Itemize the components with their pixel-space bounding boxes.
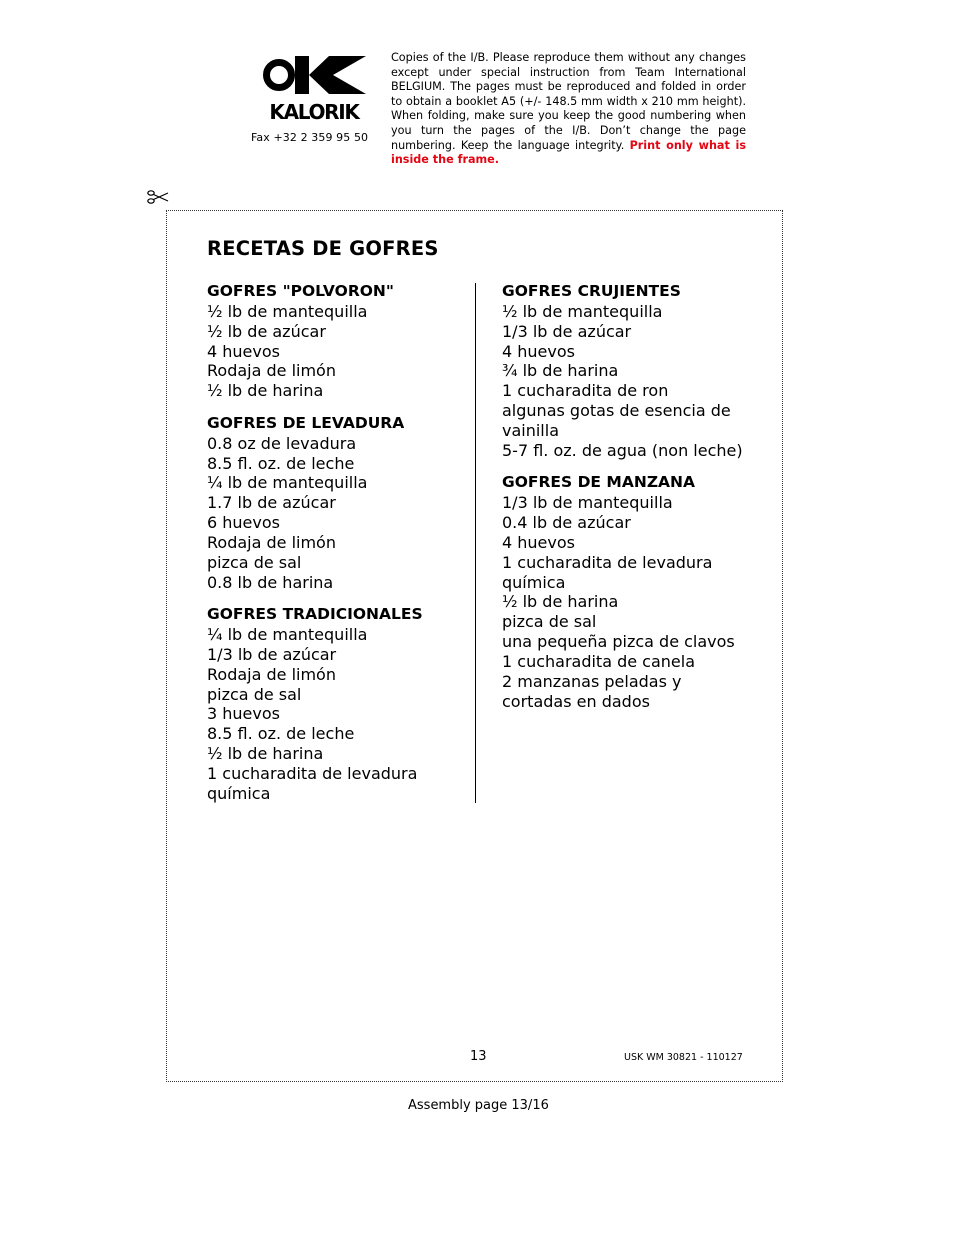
page-number: 13	[470, 1049, 487, 1064]
left-column	[207, 282, 472, 816]
ingredient: 4 huevos	[502, 532, 575, 552]
note-red-text: Print only what is inside the frame	[391, 138, 746, 167]
ingredient: pizca de sal	[207, 684, 302, 704]
ingredient: ½ lb de harina	[207, 381, 324, 401]
ingredient-list	[207, 302, 472, 401]
logo-text: KALORIK	[269, 100, 359, 124]
ingredient: ¾ lb de harina	[502, 361, 619, 381]
ingredient: ¼ lb de mantequilla	[207, 473, 368, 493]
ingredient: 0.8 oz de levadura	[207, 433, 357, 453]
ingredient: 0.8 lb de harina	[207, 572, 334, 592]
ingredient: 8.5 fl. oz. de leche	[207, 724, 355, 744]
recipe-crujientes	[502, 282, 752, 461]
ingredient: Rodaja de limón	[207, 664, 336, 684]
ingredient: 0.4 lb de azúcar	[502, 513, 631, 533]
page-title: RECETAS DE GOFRES	[207, 237, 439, 260]
ingredient: pizca de sal	[207, 552, 302, 572]
ingredient: 2 manzanas peladas y cortadas en dados	[502, 671, 682, 711]
ingredient: 1/3 lb de mantequilla	[502, 493, 673, 513]
ingredient: ½ lb de mantequilla	[502, 301, 663, 321]
recipe-levadura	[207, 414, 472, 593]
recipe-title: GOFRES DE MANZANA	[502, 473, 696, 492]
note-end: .	[494, 153, 500, 167]
ingredient: una pequeña pizca de clavos	[502, 632, 735, 652]
ingredient: 4 huevos	[207, 341, 280, 361]
ingredient: 4 huevos	[502, 341, 575, 361]
ingredient-list	[207, 434, 472, 593]
recipe-polvoron	[207, 282, 472, 401]
ingredient: 1 cucharadita de levadura química	[502, 552, 713, 592]
ingredient: algunas gotas de esencia de vainilla	[502, 401, 731, 440]
ingredient: Rodaja de limón	[207, 361, 336, 381]
recipe-tradicionales	[207, 605, 472, 803]
ingredient: 6 huevos	[207, 513, 280, 533]
ingredient: 1.7 lb de azúcar	[207, 493, 336, 513]
ingredient: ½ lb de mantequilla	[207, 301, 368, 321]
ingredient: ½ lb de azúcar	[207, 321, 326, 341]
ingredient: 3 huevos	[207, 704, 280, 724]
ingredient: pizca de sal	[502, 612, 597, 632]
recipe-title: GOFRES "POLVORON"	[207, 282, 394, 300]
ingredient: Rodaja de limón	[207, 532, 336, 552]
scissors-icon	[147, 187, 169, 207]
ingredient-list	[502, 493, 752, 711]
ingredient-list	[207, 625, 472, 804]
right-column	[502, 282, 752, 724]
column-divider	[475, 283, 476, 803]
ingredient: 8.5 fl. oz. de leche	[207, 453, 355, 473]
ingredient: ½ lb de harina	[502, 592, 619, 612]
ingredient: 1/3 lb de azúcar	[207, 644, 337, 664]
ingredient-list	[502, 302, 752, 461]
fax-number: Fax +32 2 359 95 50	[251, 131, 369, 144]
recipe-title: GOFRES DE LEVADURA	[207, 413, 405, 432]
recipe-manzana	[502, 473, 752, 711]
recipe-title: GOFRES TRADICIONALES	[207, 605, 423, 624]
ingredient: 1 cucharadita de ron	[502, 381, 669, 401]
kalorik-logo	[262, 55, 368, 125]
ingredient: ¼ lb de mantequilla	[207, 625, 368, 645]
print-instructions	[391, 51, 746, 168]
ingredient: 5-7 fl. oz. de agua (non leche)	[502, 440, 743, 460]
ingredient: 1/3 lb de azúcar	[502, 321, 632, 341]
note-text: Copies of the I/B. Please reproduce them without any changes except under special instruction from Team International BELGIUM. The pages must be reproduced and folded in order to obtain a booklet A5 (+/- 148.5 mm width x 210 mm height). When folding, make sure you keep the good numbering when you turn the pages of the I/B. Don’t change the page numbering. Keep the language integrity.	[391, 51, 746, 152]
ingredient: ½ lb de harina	[207, 744, 324, 764]
document-reference: USK WM 30821 - 110127	[624, 1052, 743, 1063]
recipe-title: GOFRES CRUJIENTES	[502, 282, 681, 300]
ingredient: 1 cucharadita de canela	[502, 651, 696, 671]
assembly-page-label: Assembly page 13/16	[408, 1098, 549, 1113]
ingredient: 1 cucharadita de levadura química	[207, 764, 418, 803]
